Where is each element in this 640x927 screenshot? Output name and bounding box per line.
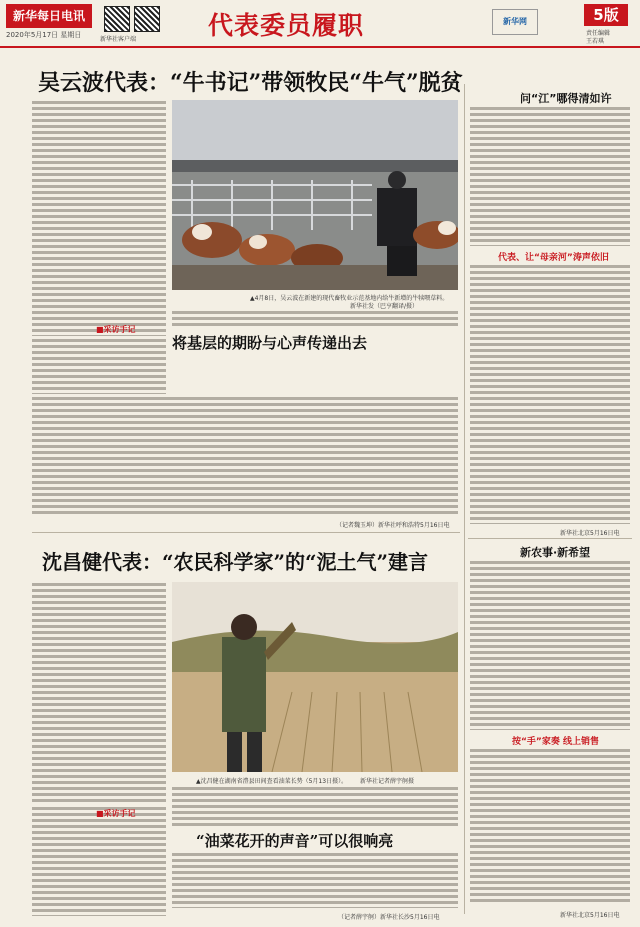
article2-body-text: [172, 786, 458, 826]
right2-subheadline: 按“手”家奏 线上销售: [512, 737, 599, 747]
article2-body-text: [32, 806, 166, 916]
article2-photo-credit: 新华社记者薛宇舸摄: [360, 778, 415, 785]
article2-subheadline: “油菜花开的声音”可以很响亮: [196, 832, 394, 850]
article2-notes-text: [172, 852, 458, 908]
article2-body-text: [32, 582, 166, 802]
article-divider: [32, 532, 460, 533]
xinhua-net-logo: 新华网: [492, 9, 538, 35]
article1-photo-caption: ▲4月8日，吴云波在新建的现代畜牧业示范基地内给牛新增的牛犊喂草料。: [250, 295, 449, 302]
right2-body-text: [470, 560, 630, 730]
right1-body-text: [470, 106, 630, 246]
column-divider: [464, 84, 465, 914]
right2-body-text: [470, 748, 630, 904]
article1-subheadline: 将基层的期盼与心声传递出去: [172, 334, 368, 352]
page-number-badge: 5版: [584, 4, 628, 26]
right2-headline: 新农事·新希望: [520, 546, 591, 559]
article1-headline: 吴云波代表：“牛书记”带领牧民“牛气”脱贫: [38, 70, 463, 96]
right1-byline: 新华社北京5月16日电: [560, 530, 620, 537]
article1-photo: [172, 100, 458, 290]
right1-body-text: [470, 264, 630, 524]
article1-notes-text: [32, 396, 458, 516]
article-divider: [468, 538, 632, 539]
qr-code-icon: [134, 6, 160, 32]
right1-subheadline: 代表、让“母亲河”涛声依旧: [498, 253, 609, 263]
article1-byline: （记者魏玉坤）新华社呼和浩特5月16日电: [336, 522, 450, 529]
qr-label: 新华社客户端: [100, 36, 137, 43]
article2-byline: （记者薛宇舸）新华社长沙5月16日电: [338, 914, 440, 921]
article2-photo-caption: ▲沈昌健在湖南省澧县田间查看油菜长势（5月13日摄）。: [196, 778, 348, 785]
article2-photo: [172, 582, 458, 772]
right2-byline: 新华社北京5月16日电: [560, 912, 620, 919]
interview-notes-tag: ■采访手记: [96, 325, 136, 334]
article1-body-text: [32, 338, 166, 394]
newspaper-brand: 新华每日电讯: [6, 4, 92, 28]
article2-headline: 沈昌健代表：“农民科学家”的“泥土气”建言: [42, 550, 429, 574]
interview-notes-tag-2: ■采访手记: [96, 809, 136, 818]
editor-credit: 责任编辑 王若琪: [586, 30, 611, 45]
article1-body-text: [172, 310, 458, 326]
article1-photo-credit: 新华社发（巴亨翻译/摄）: [350, 303, 419, 310]
issue-date: 2020年5月17日 星期日: [6, 31, 82, 39]
right1-headline: 问“江”哪得清如许: [520, 92, 612, 105]
masthead: [0, 0, 640, 48]
page-title: 代表委员履职: [208, 11, 365, 40]
article1-body-text: [32, 100, 166, 336]
qr-code-icon: [104, 6, 130, 32]
